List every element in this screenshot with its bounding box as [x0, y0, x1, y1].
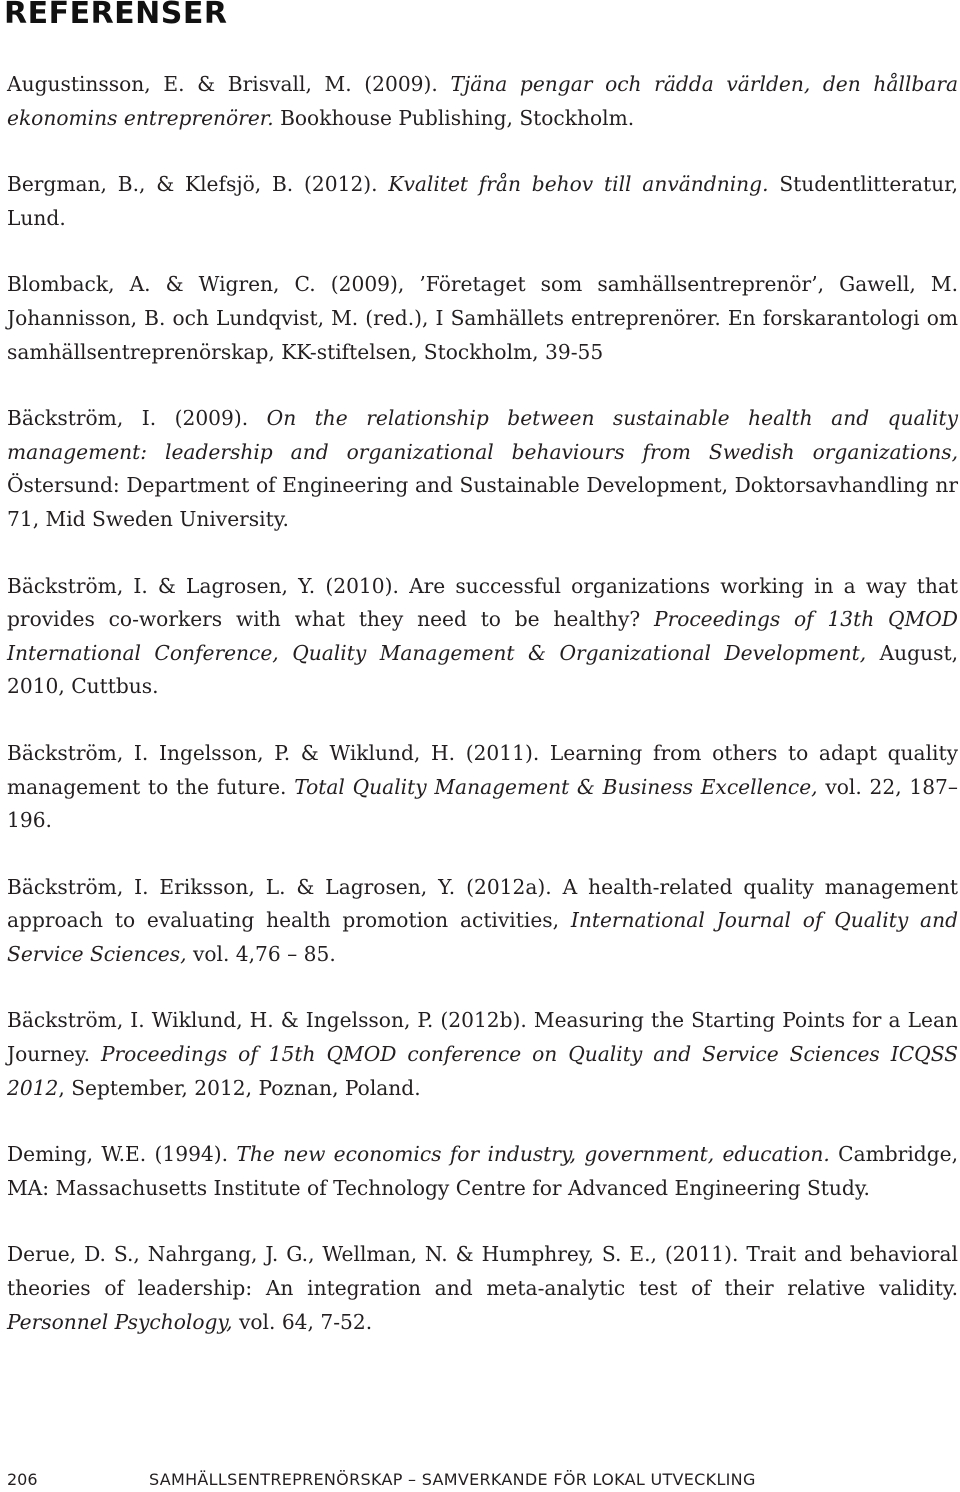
- reference-entry: Blomback, A. & Wigren, C. (2009), ’Företaget som samhällsentreprenör’, Gawell, M. Johannisson, B. och Lundqvist, M. (red.), I Samhällets entreprenörer. En forskarantologi om samhällsentreprenörskap, KK-stiftelsen, Stockholm, 39-55: [7, 272, 958, 364]
- reference-list: [7, 68, 958, 1372]
- page-footer: [7, 1470, 958, 1492]
- reference-entry: Bäckström, I. Ingelsson, P. & Wiklund, H. (2011). Learning from others to adapt quality management to the future. Total Quality Management & Business Excellence, vol. 22, 187–196.: [7, 740, 958, 833]
- reference-entry: Derue, D. S., Nahrgang, J. G., Wellman, N. & Humphrey, S. E., (2011). Trait and behavioral theories of leadership: An integration and meta-analytic test of their relative validity. Personnel Psychology, vol. 64, 7-52.: [7, 1242, 958, 1334]
- reference-entry: Bergman, B., & Klefsjö, B. (2012). Kvalitet från behov till användning. Studentlitteratur, Lund.: [7, 172, 958, 230]
- reference-entry: Bäckström, I. Wiklund, H. & Ingelsson, P. (2012b). Measuring the Starting Points for a Lean Journey. Proceedings of 15th QMOD conference on Quality and Service Sciences ICQSS 2012, September, 2012, Poznan, Poland.: [7, 1008, 959, 1100]
- reference-entry: Bäckström, I. (2009). On the relationship between sustainable health and quality management: leadership and organizational behaviours from Swedish organizations, Östersund: Department of Engineering and Sustainable Development, Doktorsavhandling nr 71, Mid Sweden University.: [7, 406, 958, 531]
- reference-entry: Bäckström, I. Eriksson, L. & Lagrosen, Y. (2012a). A health-related quality management approach to evaluating health promotion activities, International Journal of Quality and Service Sciences, vol. 4,76 – 85.: [7, 874, 958, 966]
- reference-entry: Bäckström, I. & Lagrosen, Y. (2010). Are successful organizations working in a way that provides co-workers with what they need to be healthy? Proceedings of 13th QMOD International Conference, Quality Management & Organizational Development, August, 2010, Cuttbus.: [7, 573, 958, 699]
- running-title: SAMHÄLLSENTREPRENÖRSKAP – SAMVERKANDE FÖR LOKAL UTVECKLING: [149, 1470, 756, 1489]
- reference-entry: Deming, W.E. (1994). The new economics for industry, government, education. Cambridge, MA: Massachusetts Institute of Technology Centre for Advanced Engineering Study.: [7, 1142, 958, 1200]
- reference-entry: Augustinsson, E. & Brisvall, M. (2009). Tjäna pengar och rädda världen, den hållbara ekonomins entreprenörer. Bookhouse Publishing, Stockholm.: [7, 72, 959, 130]
- page-number: 206: [7, 1470, 38, 1489]
- page-heading: REFERENSER: [4, 0, 228, 31]
